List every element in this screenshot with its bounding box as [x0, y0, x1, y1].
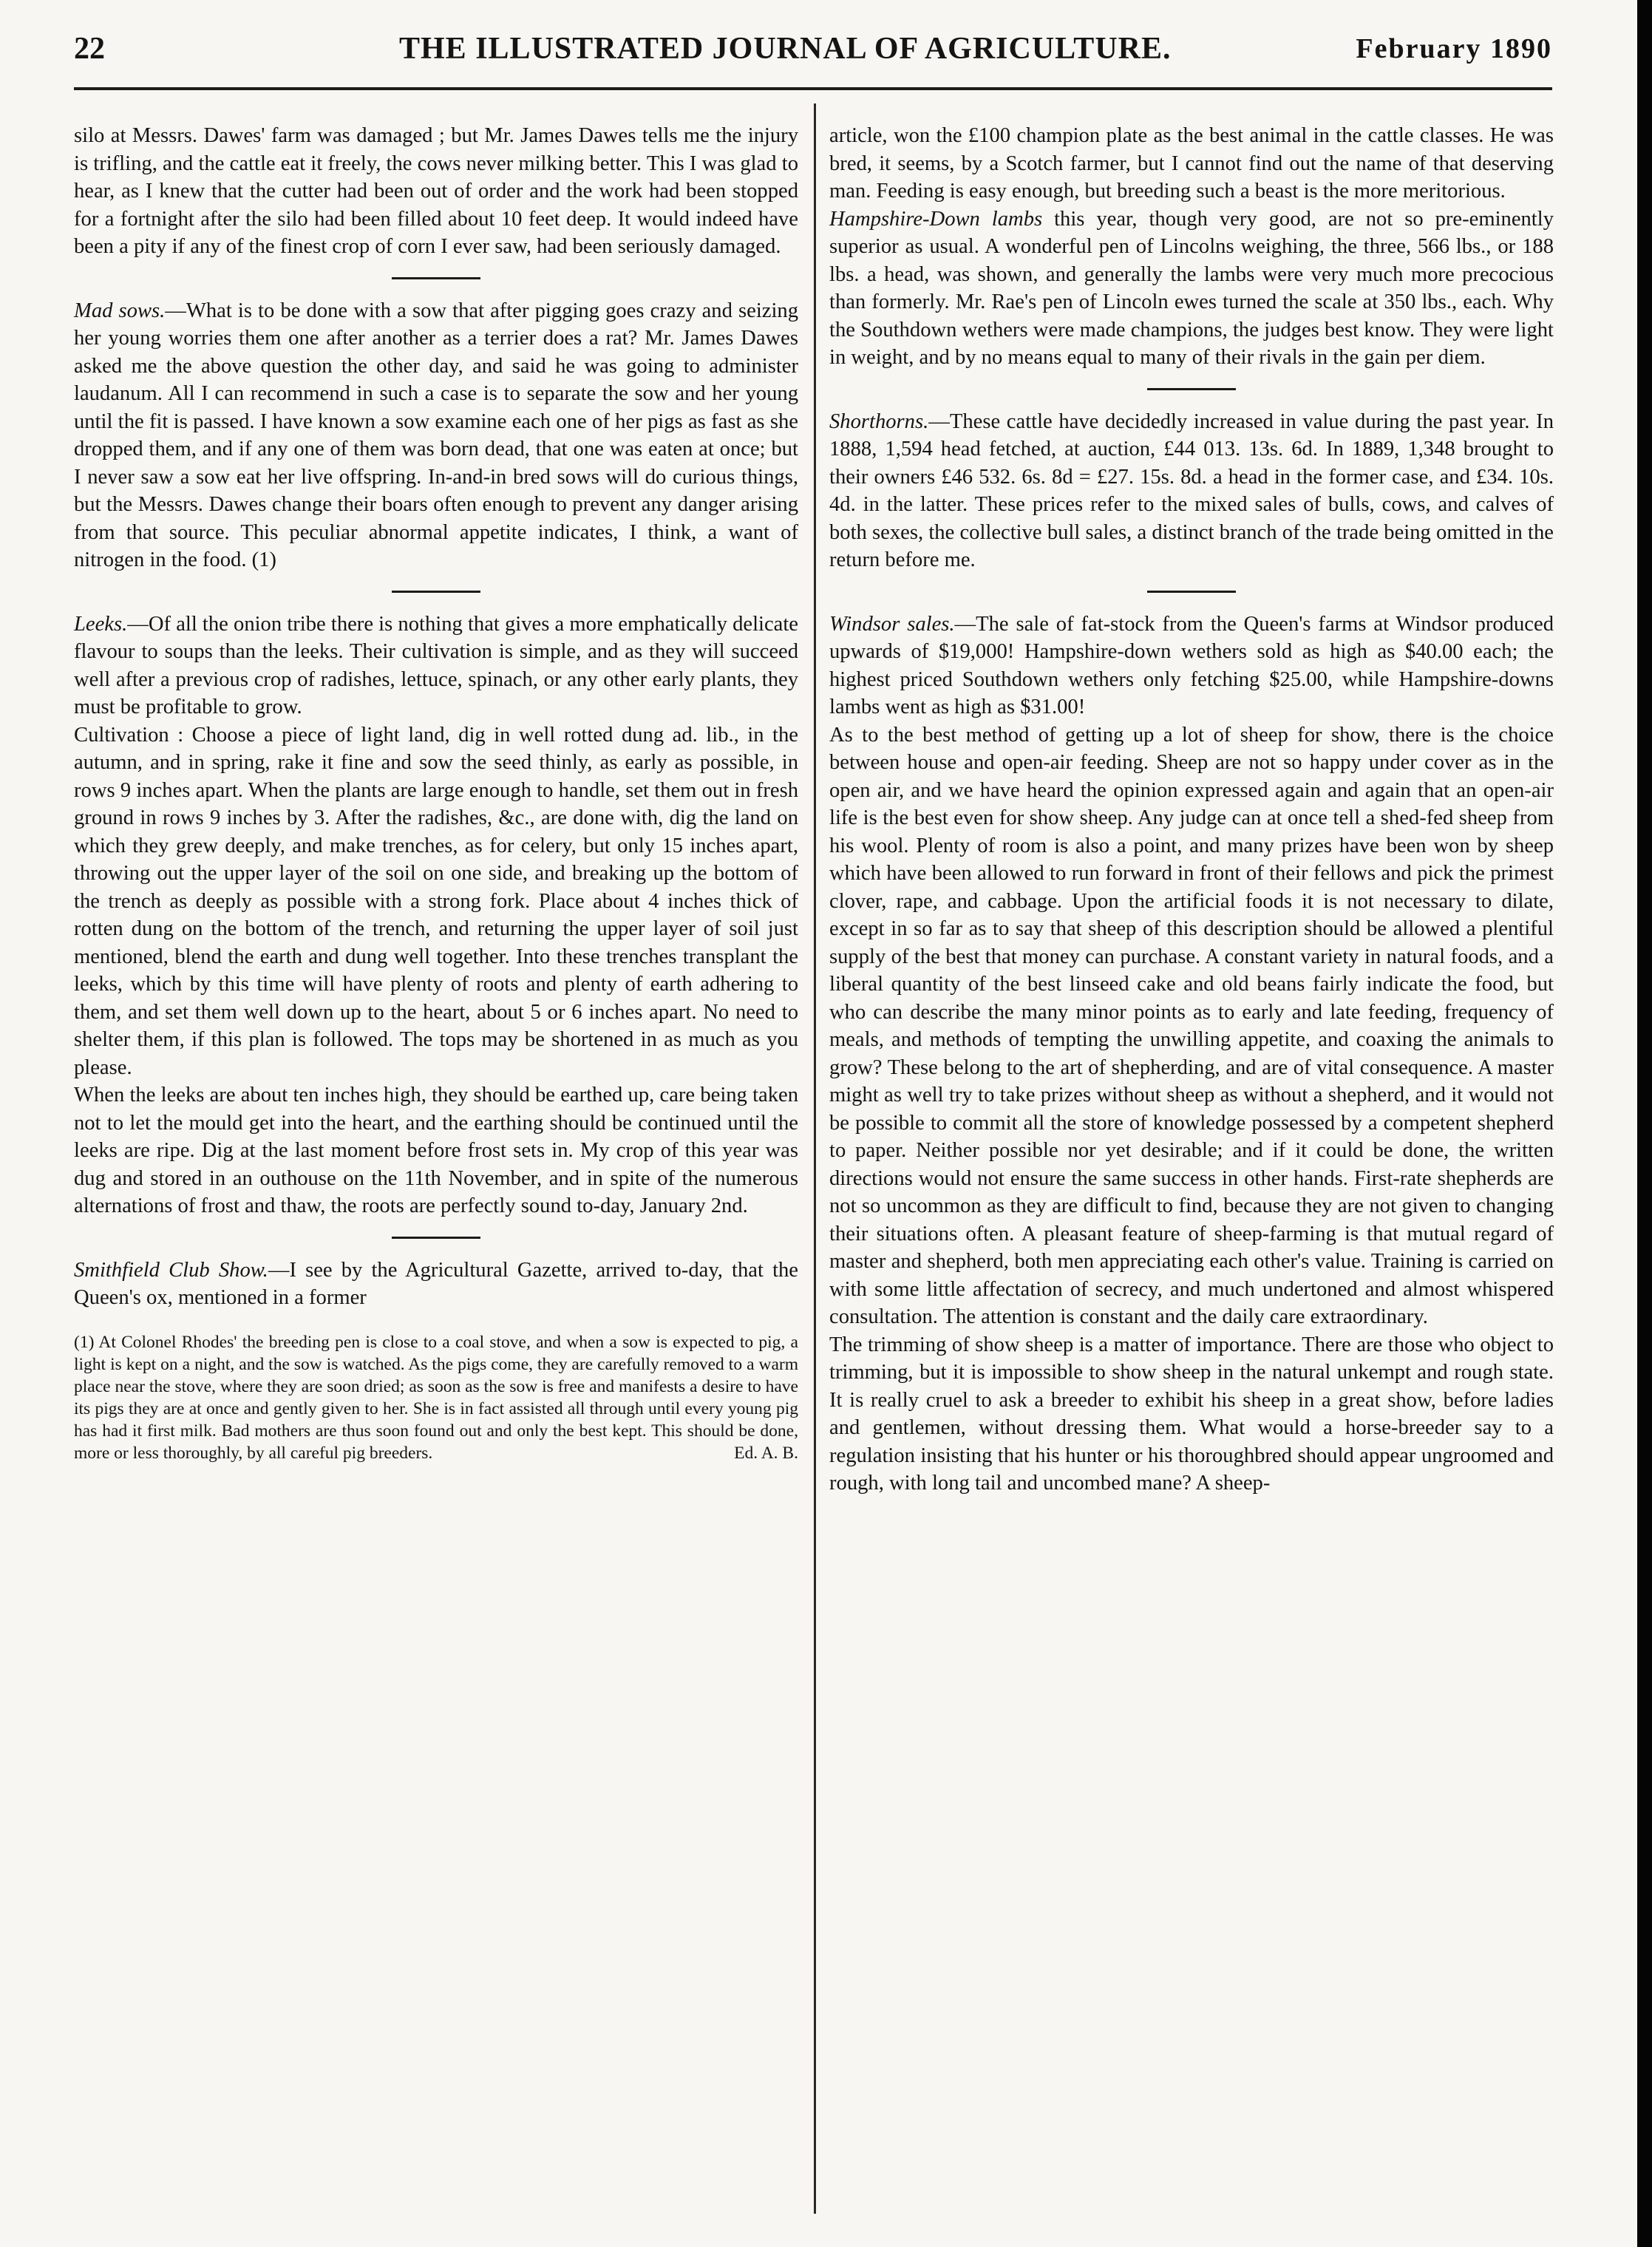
footnote-text: (1) At Colonel Rhodes' the breeding pen is close to a coal stove, and when a sow is expected to pig, a light is kept on a night, and the sow is watched. As the pigs come, they are carefully removed to a warm place near the stove, where they are soon dried; as soon as the sow is free and manifests a desire to have its pigs they are at once and gently given to her. She is in fact assisted all through until every young pig has had it first milk. Bad mothers are thus soon found out and only the best kept. This should be done, more or less thoroughly, by all careful pig breeders. [74, 1332, 798, 1463]
column-divider [814, 103, 816, 2214]
section-separator [392, 277, 480, 279]
section-separator [392, 591, 480, 593]
paragraph-leeks-earthing: When the leeks are about ten inches high, they should be earthed up, care being taken not to let the mould get into the heart, and the earthing should be continued until the leeks are ripe. Dig at the last moment before frost sets in. My crop of this year was dug and stored in an outhouse on the 11th November, and in spite of the numerous alternations of frost and thaw, the roots are perfectly sound to-day, January 2nd. [74, 1084, 798, 1217]
header-rule [74, 87, 1552, 90]
paragraph-mad-sows [74, 297, 798, 574]
heading-shorthorns: Shorthorns. [829, 409, 929, 433]
section-separator [1147, 388, 1236, 390]
page-number: 22 [74, 32, 105, 66]
paragraph-trimming: The trimming of show sheep is a matter of importance. There are those who object to trimming, but it is impossible to show sheep in the natural unkempt and rough state. It is really cruel to ask a breeder to exhibit his sheep in a great show, before ladies and gentlemen, without dressing them. What would a horse-breeder say to a regulation insisting that his hunter or his thoroughbred should appear ungroomed and rough, with long tail and uncombed mane? A sheep- [829, 1333, 1554, 1495]
paragraph-hampshire [829, 205, 1554, 372]
scan-edge [1637, 0, 1652, 2247]
section-separator [392, 1237, 480, 1239]
text-windsor: —The sale of fat-stock from the Queen's farms at Windsor produced upwards of $19,000! Hampshire-down wethers sold as high as $40.00 each; the highest priced Southdown wethers only fetching $25.00, while Hampshire-downs lambs went as high as $31.00! [829, 612, 1554, 718]
heading-leeks: Leeks. [74, 612, 128, 636]
text-smithfield: —I see by the Agricultural Gazette, arrived to-day, that the Queen's ox, mentioned in a former [74, 1258, 798, 1309]
footnote [74, 1331, 798, 1464]
paragraph-show-method: As to the best method of getting up a lot of sheep for show, there is the choice between house and open-air feeding. Sheep are not so happy under cover as in the open air, and we have heard the opinion expressed again and again that an open-air life is the best even for show sheep. Any judge can at once tell a shed-fed sheep from his wool. Plenty of room is also a point, and many prizes have been won by sheep which have been allowed to run forward in front of their fellows and pick the primest clover, rape, and cabbage. Upon the artificial foods it is not necessary to dilate, except in so far as to say that sheep of this description should be allowed a plentiful supply of the best that money can purchase. A constant variety in natural foods, and a liberal quantity of the best linseed cake and old beans fairly indicate the food, but who can describe the many minor points as to early and late feeding, frequency of meals, and methods of tempting the unwilling appetite, and coaxing the animals to grow? These belong to the art of shepherding, and are of vital consequence. A master might as well try to take prizes without sheep as without a shepherd, and it would not be possible to commit all the store of knowledge possessed by a competent shepherd to paper. Neither possible nor yet desirable; and if it could be done, the written directions would not ensure the same success in other hands. First-rate shepherds are not so uncommon as they are difficult to find, because they are not given to changing their situations often. A pleasant feature of sheep-farming is that mutual regard of master and shepherd, both men appreciating each other's value. Training is carried on with some little affectation of secrecy, and much undertoned and almost whispered consultation. The attention is constant and the daily care extraordinary. [829, 723, 1554, 1328]
paragraph-windsor [829, 611, 1554, 721]
paragraph-silo: silo at Messrs. Dawes' farm was damaged ; but Mr. James Dawes tells me the injury is trifling, and the cattle eat it freely, the cows never milking better. This I was glad to hear, as I knew that the cutter had been out of order and the work had been stopped for a fortnight after the silo had been filled about 10 feet deep. It would indeed have been a pity if any of the finest crop of corn I ever saw, had been seriously damaged. [74, 124, 798, 258]
heading-smithfield: Smithfield Club Show. [74, 1258, 268, 1282]
footnote-signature: Ed. A. B. [734, 1443, 798, 1463]
heading-hampshire: Hampshire-Down lambs [829, 207, 1043, 231]
heading-mad-sows: Mad sows. [74, 299, 166, 322]
heading-windsor: Windsor sales. [829, 612, 955, 636]
right-column [829, 122, 1554, 1498]
paragraph-article: article, won the £100 champion plate as the best animal in the cattle classes. He was bred, it seems, by a Scotch farmer, but I cannot find out the name of that deserving man. Feeding is easy enough, but breeding such a beast is the more meritorious. [829, 124, 1554, 203]
issue-date: February 1890 [1356, 33, 1552, 64]
text-mad-sows: —What is to be done with a sow that after pigging goes crazy and seizing her young worries them one after another as a terrier does a rat? Mr. James Dawes asked me the above question the other day, and said he was going to administer laudanum. All I can recommend in such a case is to separate the sow and her young until the fit is passed. I have known a sow examine each one of her pigs as fast as she dropped them, and if any one of them was born dead, that one was eaten at once; but I never saw a sow eat her live offspring. In-and-in bred sows will do curious things, but the Messrs. Dawes change their boars often enough to prevent any danger arising from that source. This peculiar abnormal appetite indicates, I think, a want of nitrogen in the food. (1) [74, 299, 798, 571]
text-hampshire: this year, though very good, are not so pre-eminently superior as usual. A wonderful pen of Lincolns weighing, the three, 566 lbs., or 188 lbs. a head, was shown, and generally the lambs were very much more precocious than formerly. Mr. Rae's pen of Lincoln ewes turned the scale at 350 lbs., each. Why the Southdown wethers were made champions, the judges best know. They were light in weight, and by no means equal to many of their rivals in the gain per diem. [829, 207, 1554, 369]
journal-title: THE ILLUSTRATED JOURNAL OF AGRICULTURE. [399, 32, 1172, 66]
text-leeks: —Of all the onion tribe there is nothing that gives a more emphatically delicate flavour to soups than the leeks. Their cultivation is simple, and as they will succeed well after a previous crop of radishes, lettuce, spinach, or any other early plants, they must be profitable to grow. [74, 612, 798, 718]
left-column [74, 122, 798, 1464]
page-header [74, 27, 1552, 71]
paragraph-leeks [74, 611, 798, 721]
section-separator [1147, 591, 1236, 593]
paragraph-smithfield [74, 1257, 798, 1312]
paragraph-shorthorns [829, 408, 1554, 574]
paragraph-leeks-cultivation: Cultivation : Choose a piece of light land, dig in well rotted dung ad. lib., in the autumn, and in spring, rake it fine and sow the seed thinly, as early as possible, in rows 9 inches apart. When the plants are large enough to handle, set them out in fresh ground in rows 9 inches by 3. After the radishes, &c., are done with, dig the land on which they grew deeply, and make trenches, as for celery, but only 15 inches apart, throwing out the upper layer of the soil on one side, and breaking up the bottom of the trench as deeply as possible with a strong fork. Place about 4 inches thick of rotten dung on the bottom of the trench, and returning the upper layer of soil just mentioned, blend the earth and dung well together. Into these trenches transplant the leeks, which by this time will have plenty of roots and plenty of earth adhering to them, and set them well down up to the heart, about 5 or 6 inches apart. No need to shelter them, if this plan is followed. The tops may be shortened in as much as you please. [74, 723, 798, 1079]
text-shorthorns: —These cattle have decidedly increased in value during the past year. In 1888, 1,594 head fetched, at auction, £44 013. 13s. 6d. In 1889, 1,348 brought to their owners £46 532. 6s. 8d = £27. 15s. 8d. a head in the former case, and £34. 10s. 4d. in the latter. These prices refer to the mixed sales of bulls, cows, and calves of both sexes, the collective bull sales, a distinct branch of the trade being omitted in the return before me. [829, 409, 1554, 571]
